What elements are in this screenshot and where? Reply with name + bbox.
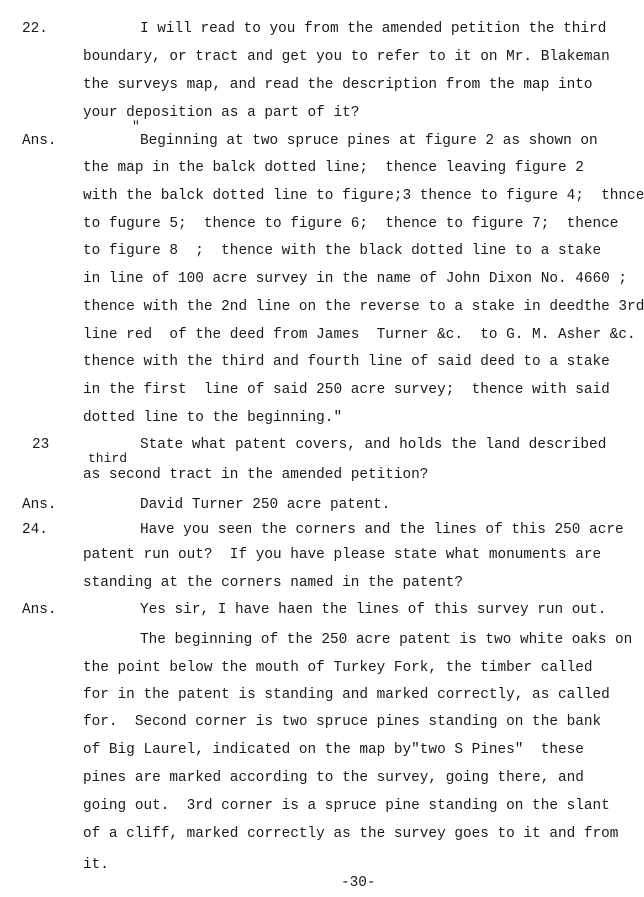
text-line: patent run out? If you have please state what monuments are	[83, 547, 602, 563]
quote-mark: "	[132, 119, 140, 134]
text-line: Have you seen the corners and the lines of this 250 acre	[140, 522, 624, 538]
text-line: it.	[83, 857, 109, 873]
text-line: going out. 3rd corner is a spruce pine standing on the slant	[83, 798, 610, 814]
text-line: thence with the third and fourth line of said deed to a stake	[83, 354, 610, 370]
text-line: pines are marked according to the survey, going there, and	[83, 770, 584, 786]
item-label: 23	[32, 437, 50, 453]
item-label: Ans.	[22, 133, 57, 149]
item-label: Ans.	[22, 497, 57, 513]
text-line: Yes sir, I have haen the lines of this survey run out.	[140, 602, 607, 618]
text-line: in the first line of said 250 acre survey; thence with said	[83, 382, 610, 398]
item-label: 22.	[22, 21, 48, 37]
text-line: to fugure 5; thence to figure 6; thence to figure 7; thence	[83, 216, 619, 232]
text-line: as second tract in the amended petition?	[83, 467, 429, 483]
text-line: dotted line to the beginning."	[83, 410, 343, 426]
text-line: Beginning at two spruce pines at figure 2 as shown on	[140, 133, 598, 149]
text-line: standing at the corners named in the patent?	[83, 575, 463, 591]
text-line: the surveys map, and read the description from the map into	[83, 77, 593, 93]
item-label: Ans.	[22, 602, 57, 618]
text-line: line red of the deed from James Turner &c. to G. M. Asher &c.	[83, 327, 636, 343]
text-line: State what patent covers, and holds the land described	[140, 437, 607, 453]
text-line: to figure 8 ; thence with the black dotted line to a stake	[83, 243, 602, 259]
text-line: the map in the balck dotted line; thence leaving figure 2	[83, 160, 584, 176]
text-line: thence with the 2nd line on the reverse to a stake in deedthe 3rd	[83, 299, 644, 315]
text-line: of Big Laurel, indicated on the map by"two S Pines" these	[83, 742, 584, 758]
text-line: of a cliff, marked correctly as the survey goes to it and from	[83, 826, 619, 842]
text-line: The beginning of the 250 acre patent is two white oaks on	[140, 632, 633, 648]
text-line: I will read to you from the amended petition the third	[140, 21, 607, 37]
page-number: -30-	[341, 875, 376, 891]
text-line: your deposition as a part of it?	[83, 105, 360, 121]
item-label: 24.	[22, 522, 48, 538]
text-line: for. Second corner is two spruce pines standing on the bank	[83, 714, 602, 730]
interlinear-insertion: third	[88, 451, 128, 466]
text-line: the point below the mouth of Turkey Fork, the timber called	[83, 660, 593, 676]
text-line: for in the patent is standing and marked correctly, as called	[83, 687, 610, 703]
text-line: with the balck dotted line to figure;3 thence to figure 4; thnce	[83, 188, 644, 204]
text-line: in line of 100 acre survey in the name of John Dixon No. 4660 ;	[83, 271, 628, 287]
text-line: boundary, or tract and get you to refer to it on Mr. Blakeman	[83, 49, 610, 65]
text-line: David Turner 250 acre patent.	[140, 497, 391, 513]
